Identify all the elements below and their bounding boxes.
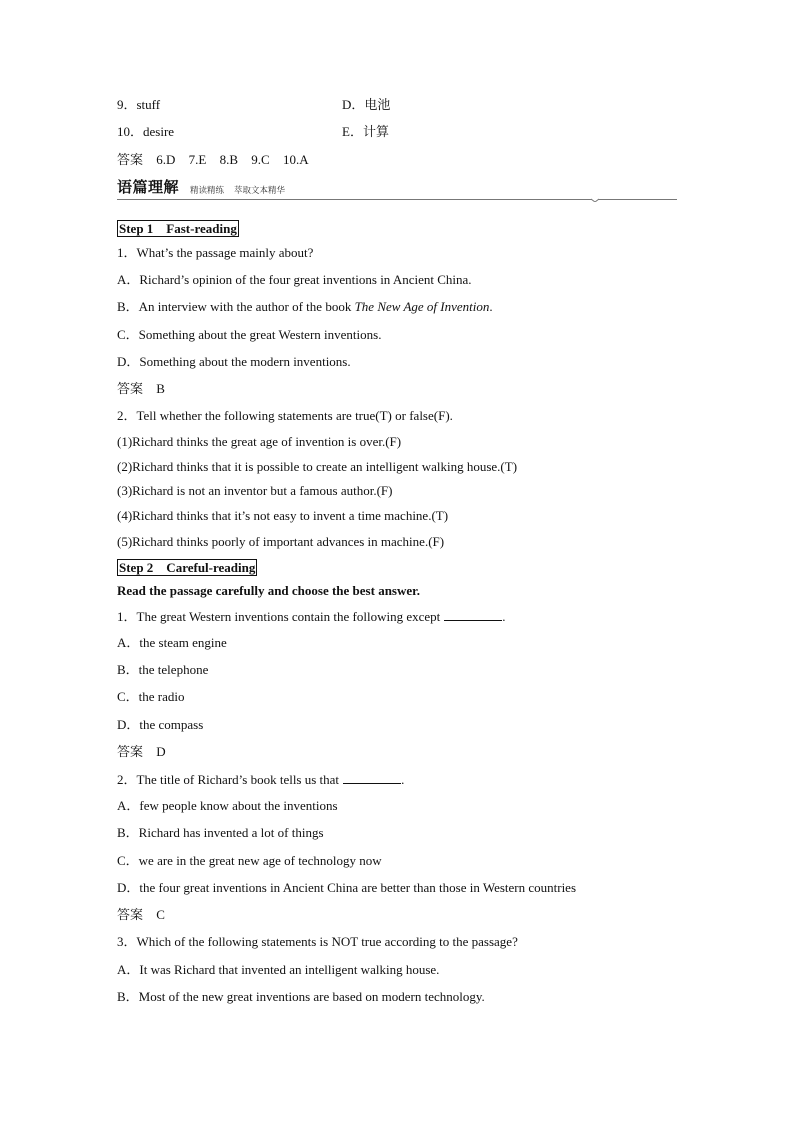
section-subtitle-2: 萃取文本精华 [234,186,286,196]
match-item-right: D．电池 [342,97,391,112]
option-text: B．An interview with the author of the book [117,299,355,314]
question-text: 2．The title of Richard’s book tells us that [117,772,340,787]
step2-heading: Step 2 Careful-reading [119,560,256,575]
answer-line [117,152,309,168]
answer-item: 8.B [219,152,239,167]
answer-line [117,744,166,760]
option: A．the steam engine [117,635,227,650]
step2-instruction: Read the passage carefully and choose the best answer. [117,583,420,598]
question-text: 1．The great Western inventions contain the following except [117,609,441,624]
option: B．Most of the new great inventions are based on modern technology. [117,989,485,1004]
question-end: . [502,609,506,624]
section-subtitle-1: 精读精练 [190,186,225,196]
option: C．Something about the great Western inventions. [117,327,382,342]
answer-item: 9.C [251,152,270,167]
match-row [117,97,391,113]
option: A．It was Richard that invented an intelligent walking house. [117,962,440,977]
answer-value: C [156,907,165,922]
option: C．we are in the great new age of technology now [117,853,382,868]
question: 2．Tell whether the following statements are true(T) or false(F). [117,408,453,423]
option: D．the compass [117,717,204,732]
answer-item: 7.E [188,152,207,167]
statement: (4)Richard thinks that it’s not easy to invent a time machine.(T) [117,508,449,523]
answer-value: B [156,381,165,396]
question-end: . [401,772,405,787]
answer-item: 6.D [156,152,176,167]
answer-label: 答案 [117,152,144,167]
statement: (1)Richard thinks the great age of invention is over.(F) [117,434,402,449]
option: D．Something about the modern inventions. [117,354,351,369]
option: A．few people know about the inventions [117,798,338,813]
answer-blank [444,608,502,621]
question: 3．Which of the following statements is NOT true according to the passage? [117,934,518,949]
section-title: 语篇理解 [117,178,180,196]
answer-item: 10.A [282,152,309,167]
answer-line [117,381,165,397]
answer-label: 答案 [117,744,144,759]
option-end: . [489,299,493,314]
option: C．the radio [117,689,185,704]
statement: (2)Richard thinks that it is possible to create an intelligent walking house.(T) [117,459,518,474]
option: B．Richard has invented a lot of things [117,825,324,840]
match-item-left: 9．stuff [117,97,161,112]
book-title: The New Age of Invention [354,299,490,314]
answer-blank [343,771,401,784]
answer-line [117,907,165,923]
option: A．Richard’s opinion of the four great inventions in Ancient China. [117,272,472,287]
answer-label: 答案 [117,907,144,922]
option: D．the four great inventions in Ancient China are better than those in Western countries [117,880,577,895]
statement: (3)Richard is not an inventor but a famous author.(F) [117,483,393,498]
statement: (5)Richard thinks poorly of important advances in machine.(F) [117,534,445,549]
question [117,608,506,625]
match-item-right: E．计算 [342,124,389,139]
answer-label: 答案 [117,381,144,396]
question [117,771,404,788]
section-subtitle [190,184,285,196]
match-item-left: 10．desire [117,124,175,139]
answer-value: D [156,744,166,759]
step1-heading: Step 1 Fast-reading [119,221,237,236]
match-row [117,124,389,140]
question: 1．What’s the passage mainly about? [117,245,314,260]
option [117,299,493,315]
divider-notch-icon [591,196,599,202]
step1-heading-row [117,221,239,237]
step2-heading-row [117,560,257,576]
option: B．the telephone [117,662,209,677]
